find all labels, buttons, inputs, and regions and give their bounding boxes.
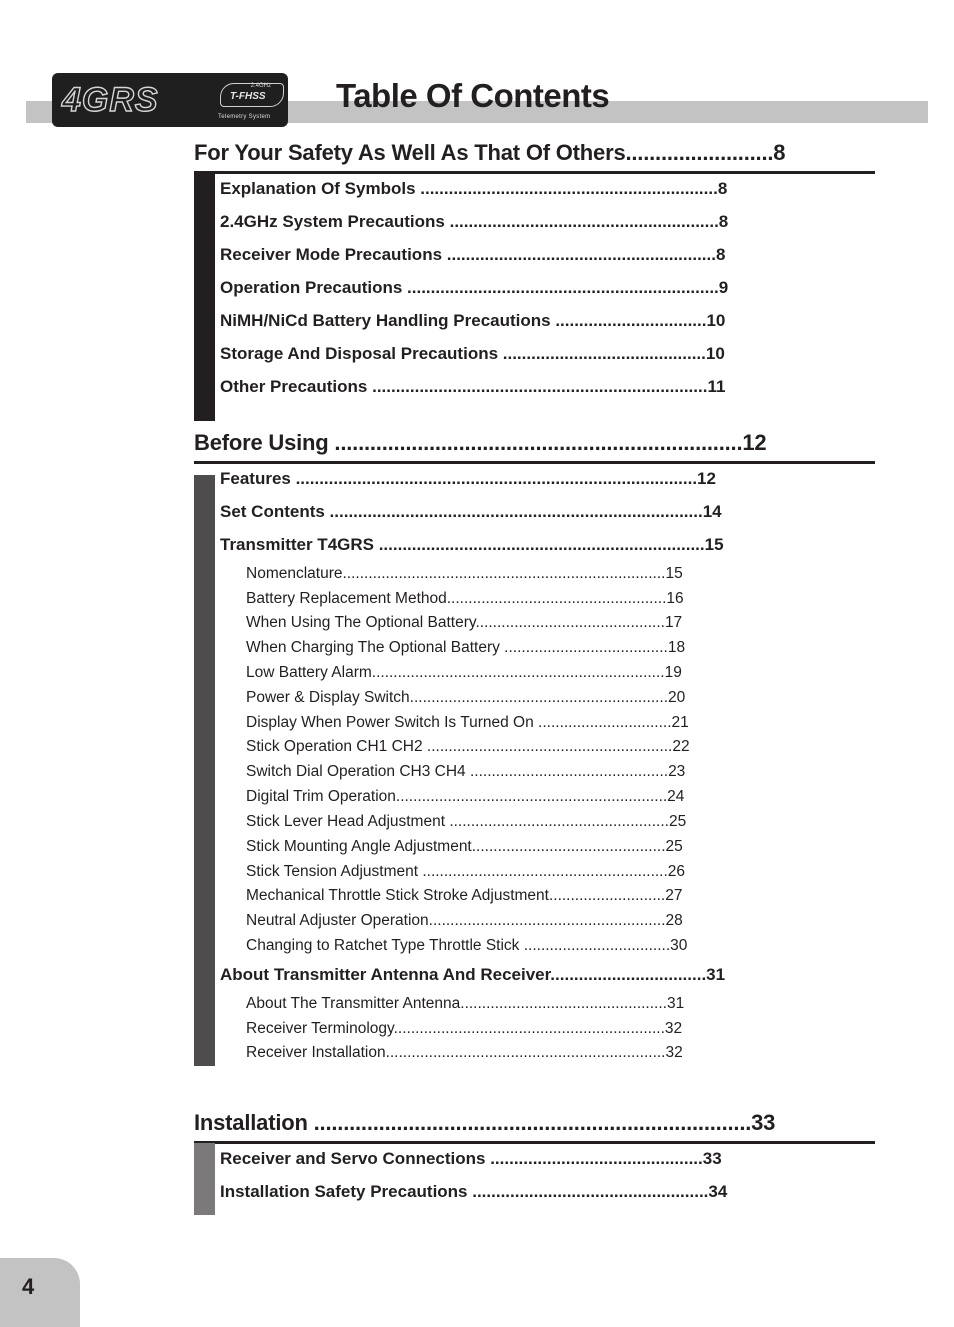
toc-sub-entry[interactable]: Battery Replacement Method...................................................16 — [246, 590, 684, 607]
toc-entry[interactable]: Explanation Of Symbols ...............................................................8 — [220, 179, 728, 198]
section-side-bar — [194, 173, 215, 421]
section-rule — [194, 1141, 875, 1144]
toc-entry[interactable]: Storage And Disposal Precautions ...........................................10 — [220, 344, 725, 363]
page-title: Table Of Contents — [336, 77, 610, 114]
section-rule — [194, 171, 875, 174]
page-number: 4 — [22, 1274, 35, 1299]
logo-badge-text: T-FHSS — [230, 91, 266, 102]
logo-subtitle: Telemetry System — [218, 114, 271, 120]
section-title: For Your Safety As Well As That Of Others.........................8 — [194, 140, 786, 165]
toc-entry[interactable]: Transmitter T4GRS .....................................................................15 — [220, 535, 724, 554]
logo-badge — [220, 83, 284, 107]
toc-entry[interactable]: About Transmitter Antenna And Receiver.................................31 — [220, 965, 726, 984]
toc-entry[interactable]: Operation Precautions ..................................................................9 — [220, 278, 729, 297]
toc-sub-entry[interactable]: Mechanical Throttle Stick Stroke Adjustment...........................27 — [246, 887, 683, 904]
toc-sub-entry[interactable]: Changing to Ratchet Type Throttle Stick ..................................30 — [246, 937, 688, 954]
page-number-tab — [0, 1258, 80, 1327]
toc-sub-entry[interactable]: When Charging The Optional Battery ......................................18 — [246, 639, 686, 656]
toc-entry[interactable]: Set Contents ...............................................................................14 — [220, 502, 722, 521]
toc-sub-entry[interactable]: Digital Trim Operation...............................................................24 — [246, 788, 685, 805]
toc-sub-entry[interactable]: Stick Mounting Angle Adjustment.............................................25 — [246, 838, 683, 855]
toc-entry[interactable]: Installation Safety Precautions ..................................................34 — [220, 1182, 728, 1201]
brand-logo — [52, 73, 288, 127]
logo-brand-text: 4GRS — [62, 81, 159, 119]
section-title: Installation ..........................................................................33 — [194, 1110, 776, 1135]
toc-sub-entry[interactable]: Display When Power Switch Is Turned On ...............................21 — [246, 714, 689, 731]
toc-sub-entry[interactable]: Receiver Terminology...............................................................32 — [246, 1020, 683, 1037]
toc-entry[interactable]: 2.4GHz System Precautions .........................................................8 — [220, 212, 729, 231]
section-side-bar — [194, 475, 215, 1066]
toc-sub-entry[interactable]: Stick Lever Head Adjustment ...................................................25 — [246, 813, 687, 830]
toc-sub-entry[interactable]: Power & Display Switch............................................................20 — [246, 689, 686, 706]
section-rule — [194, 461, 875, 464]
toc-sub-entry[interactable]: About The Transmitter Antenna................................................31 — [246, 995, 685, 1012]
toc-sub-entry[interactable]: Switch Dial Operation CH3 CH4 ..............................................23 — [246, 763, 686, 780]
toc-entry[interactable]: NiMH/NiCd Battery Handling Precautions ................................10 — [220, 311, 726, 330]
toc-sub-entry[interactable]: Nomenclature...........................................................................15 — [246, 565, 683, 582]
toc-entry[interactable]: Receiver Mode Precautions .........................................................8 — [220, 245, 726, 264]
toc-sub-entry[interactable]: Neutral Adjuster Operation.......................................................28 — [246, 912, 683, 929]
toc-entry[interactable]: Receiver and Servo Connections .............................................33 — [220, 1149, 722, 1168]
logo-badge-ghz: 2.4GHz — [250, 83, 271, 89]
toc-sub-entry[interactable]: Receiver Installation.................................................................32 — [246, 1044, 683, 1061]
section-side-bar — [194, 1143, 215, 1215]
toc-sub-entry[interactable]: When Using The Optional Battery............................................17 — [246, 614, 683, 631]
section-title: Before Using .....................................................................12 — [194, 430, 767, 455]
toc-entry[interactable]: Features .....................................................................................12 — [220, 469, 716, 488]
toc-sub-entry[interactable]: Low Battery Alarm....................................................................19 — [246, 664, 682, 681]
toc-sub-entry[interactable]: Stick Operation CH1 CH2 .........................................................22 — [246, 738, 690, 755]
toc-entry[interactable]: Other Precautions .......................................................................11 — [220, 377, 726, 396]
toc-sub-entry[interactable]: Stick Tension Adjustment .........................................................26 — [246, 863, 686, 880]
